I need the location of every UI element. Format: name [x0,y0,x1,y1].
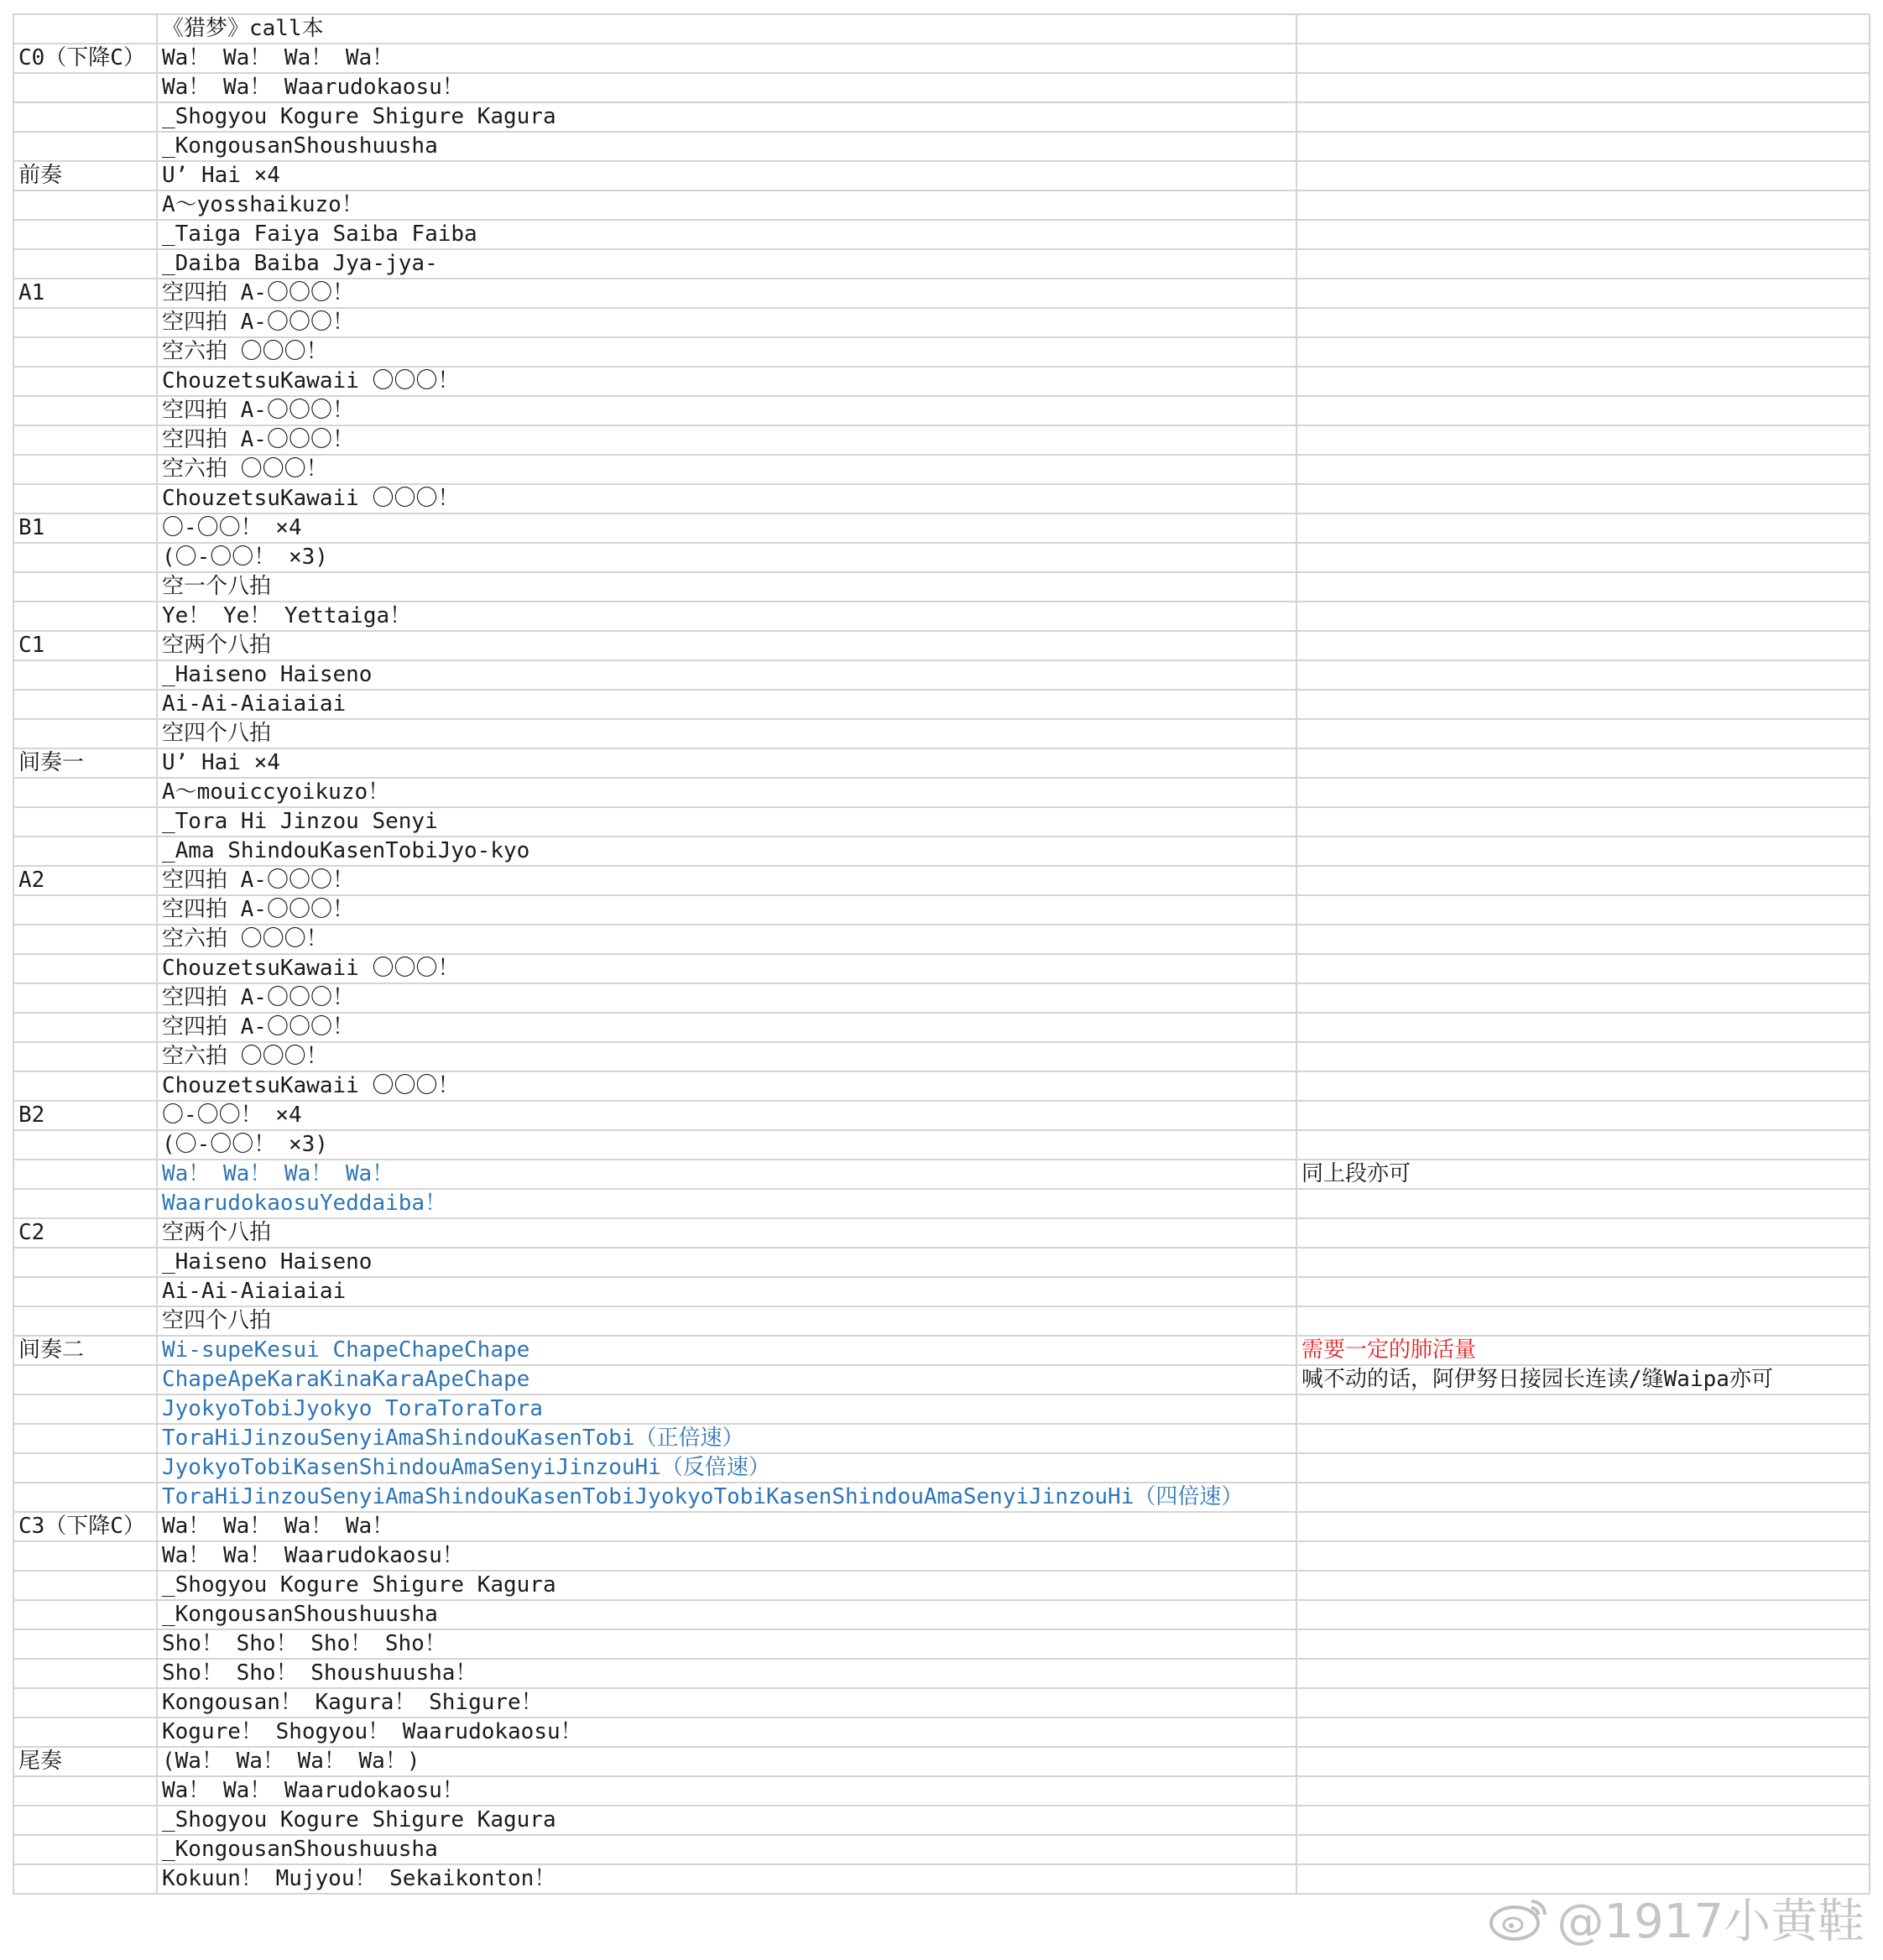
section-cell[interactable] [13,572,157,602]
note-cell[interactable] [1296,279,1870,308]
note-cell[interactable] [1296,1042,1870,1071]
note-cell[interactable] [1296,132,1870,161]
section-cell[interactable] [13,1189,157,1218]
call-cell[interactable]: 空四拍 A-〇〇〇！ [157,308,1296,337]
section-cell[interactable] [13,895,157,925]
call-cell[interactable]: 〇-〇〇！ ×4 [157,513,1296,543]
section-cell[interactable] [13,1306,157,1336]
call-cell[interactable]: Wa！ Wa！ Waarudokaosu！ [157,1776,1296,1806]
section-cell[interactable] [13,102,157,132]
note-cell[interactable] [1296,308,1870,337]
section-cell[interactable] [13,1277,157,1306]
section-cell[interactable] [13,1071,157,1101]
call-cell[interactable]: 空四个八拍 [157,1306,1296,1336]
section-cell[interactable]: B2 [13,1101,157,1130]
section-cell[interactable] [13,1659,157,1688]
section-cell[interactable] [13,337,157,367]
section-cell[interactable]: A2 [13,866,157,895]
table-row [13,895,1870,925]
table-row [13,983,1870,1013]
call-cell[interactable]: 空四拍 A-〇〇〇！ [157,279,1296,308]
call-table [13,13,1870,1895]
section-cell[interactable] [13,1629,157,1659]
section-cell[interactable] [13,1453,157,1483]
table-row [13,660,1870,690]
call-cell[interactable]: _Shogyou Kogure Shigure Kagura [157,1571,1296,1600]
table-row [13,1424,1870,1453]
call-cell[interactable]: 《猎梦》call本 [157,14,1296,44]
call-cell[interactable]: _KongousanShoushuusha [157,132,1296,161]
note-cell[interactable] [1296,1718,1870,1747]
section-cell[interactable] [13,837,157,866]
note-cell[interactable] [1296,367,1870,396]
note-cell[interactable] [1296,513,1870,543]
call-cell[interactable]: _Shogyou Kogure Shigure Kagura [157,102,1296,132]
section-cell[interactable] [13,1776,157,1806]
call-cell[interactable]: ChapeApeKaraKinaKaraApeChape [157,1365,1296,1394]
call-cell[interactable]: Sho！ Sho！ Sho！ Sho！ [157,1629,1296,1659]
table-row [13,308,1870,337]
call-cell[interactable]: 空六拍 〇〇〇！ [157,337,1296,367]
note-cell[interactable] [1296,954,1870,983]
table-row [13,1806,1870,1835]
table-row [13,1512,1870,1541]
note-cell[interactable] [1296,1013,1870,1042]
note-cell[interactable] [1296,631,1870,660]
table-row [13,367,1870,396]
call-cell[interactable]: Sho！ Sho！ Shoushuusha！ [157,1659,1296,1688]
call-cell[interactable]: _Haiseno Haiseno [157,1248,1296,1277]
note-cell[interactable] [1296,572,1870,602]
table-row [13,1248,1870,1277]
table-row [13,1659,1870,1688]
table-row [13,102,1870,132]
call-cell[interactable]: (Wa！ Wa！ Wa！ Wa！) [157,1747,1296,1776]
table-row [13,1688,1870,1718]
table-row [13,1101,1870,1130]
table-row [13,190,1870,220]
call-cell[interactable]: 空六拍 〇〇〇！ [157,925,1296,954]
call-cell[interactable]: 空一个八拍 [157,572,1296,602]
note-cell[interactable] [1296,44,1870,73]
table-row [13,1747,1870,1776]
spreadsheet [13,13,1870,1895]
table-row [13,954,1870,983]
section-cell[interactable] [13,1483,157,1512]
watermark-text: @1917小黄鞋 [1557,1895,1865,1949]
section-cell[interactable] [13,1718,157,1747]
call-cell[interactable]: 空四拍 A-〇〇〇！ [157,983,1296,1013]
call-cell[interactable]: JyokyoTobiKasenShindouAmaSenyiJinzouHi（反倍速） [157,1453,1296,1483]
section-cell[interactable] [13,1688,157,1718]
section-cell[interactable] [13,602,157,631]
call-cell[interactable]: ToraHiJinzouSenyiAmaShindouKasenTobiJyokyoTobiKasenShindouAmaSenyiJinzouHi（四倍速） [157,1483,1296,1512]
call-cell[interactable]: Kongousan！ Kagura！ Shigure！ [157,1688,1296,1718]
note-cell[interactable] [1296,660,1870,690]
note-cell[interactable] [1296,1688,1870,1718]
call-cell[interactable]: 空四拍 A-〇〇〇！ [157,396,1296,425]
table-row [13,1218,1870,1248]
call-cell[interactable]: Ye！ Ye！ Yettaiga！ [157,602,1296,631]
note-cell[interactable]: 喊不动的话，阿伊努日接园长连读/缝Waipa亦可 [1296,1365,1870,1394]
note-cell[interactable] [1296,102,1870,132]
call-cell[interactable]: Kokuun！ Mujyou！ Sekaikonton！ [157,1864,1296,1894]
table-row [13,572,1870,602]
note-cell[interactable] [1296,73,1870,102]
table-row [13,73,1870,102]
table-row [13,396,1870,425]
note-cell[interactable] [1296,778,1870,807]
section-cell[interactable] [13,660,157,690]
table-row [13,1453,1870,1483]
section-cell[interactable] [13,983,157,1013]
note-cell[interactable] [1296,1424,1870,1453]
section-cell[interactable] [13,1835,157,1864]
section-cell[interactable] [13,132,157,161]
section-cell[interactable]: 间奏一 [13,748,157,778]
note-cell[interactable] [1296,1571,1870,1600]
section-cell[interactable]: C3（下降C） [13,1512,157,1541]
call-cell[interactable]: _KongousanShoushuusha [157,1835,1296,1864]
note-cell[interactable] [1296,837,1870,866]
table-row [13,1042,1870,1071]
section-cell[interactable]: 尾奏 [13,1747,157,1776]
watermark [1488,1884,1865,1952]
note-cell[interactable] [1296,14,1870,44]
table-row [13,690,1870,719]
call-cell[interactable]: _Haiseno Haiseno [157,660,1296,690]
call-cell[interactable]: U’ Hai ×4 [157,748,1296,778]
note-cell[interactable] [1296,190,1870,220]
section-cell[interactable] [13,1160,157,1189]
table-row [13,161,1870,190]
call-cell[interactable]: ChouzetsuKawaii 〇〇〇！ [157,1071,1296,1101]
section-cell[interactable] [13,690,157,719]
call-cell[interactable]: Ai-Ai-Aiaiaiai [157,690,1296,719]
table-row [13,1071,1870,1101]
note-cell[interactable] [1296,1600,1870,1629]
note-cell[interactable] [1296,895,1870,925]
section-cell[interactable] [13,1042,157,1071]
table-row [13,631,1870,660]
section-cell[interactable] [13,308,157,337]
call-cell[interactable]: _KongousanShoushuusha [157,1600,1296,1629]
section-cell[interactable] [13,1394,157,1424]
table-row [13,425,1870,455]
table-row [13,1160,1870,1189]
call-cell[interactable]: WaarudokaosuYeddaiba！ [157,1189,1296,1218]
call-cell[interactable]: Wa！ Wa！ Wa！ Wa！ [157,1160,1296,1189]
table-row [13,484,1870,513]
table-row [13,1306,1870,1336]
call-cell[interactable]: A～yosshaikuzo！ [157,190,1296,220]
note-cell[interactable] [1296,719,1870,748]
section-cell[interactable]: C2 [13,1218,157,1248]
call-cell[interactable]: _Ama ShindouKasenTobiJyo-kyo [157,837,1296,866]
table-row [13,1835,1870,1864]
note-cell[interactable] [1296,1277,1870,1306]
note-cell[interactable] [1296,1806,1870,1835]
table-row [13,778,1870,807]
table-row [13,14,1870,44]
call-cell[interactable]: U’ Hai ×4 [157,161,1296,190]
section-cell[interactable] [13,367,157,396]
note-cell[interactable] [1296,484,1870,513]
note-cell[interactable] [1296,983,1870,1013]
note-cell[interactable] [1296,690,1870,719]
section-cell[interactable] [13,396,157,425]
call-cell[interactable]: Wa！ Wa！ Wa！ Wa！ [157,44,1296,73]
call-cell[interactable]: 空四拍 A-〇〇〇！ [157,866,1296,895]
table-row [13,748,1870,778]
table-row [13,1336,1870,1365]
note-cell[interactable] [1296,249,1870,279]
table-row [13,837,1870,866]
note-cell[interactable] [1296,602,1870,631]
table-row [13,1541,1870,1571]
table-row [13,220,1870,249]
section-cell[interactable] [13,14,157,44]
table-row [13,1394,1870,1424]
call-cell[interactable]: 空四拍 A-〇〇〇！ [157,425,1296,455]
call-cell[interactable]: 空六拍 〇〇〇！ [157,1042,1296,1071]
note-cell[interactable] [1296,1629,1870,1659]
call-cell[interactable]: Wa！ Wa！ Waarudokaosu！ [157,1541,1296,1571]
call-cell[interactable]: 空六拍 〇〇〇！ [157,455,1296,484]
note-cell[interactable]: 需要一定的肺活量 [1296,1336,1870,1365]
table-row [13,543,1870,572]
section-cell[interactable] [13,1864,157,1894]
table-row [13,1013,1870,1042]
table-row [13,866,1870,895]
note-cell[interactable] [1296,866,1870,895]
note-cell[interactable] [1296,1071,1870,1101]
call-cell[interactable]: ChouzetsuKawaii 〇〇〇！ [157,954,1296,983]
table-row [13,1571,1870,1600]
table-row [13,1718,1870,1747]
call-cell[interactable]: 空四拍 A-〇〇〇！ [157,895,1296,925]
note-cell[interactable] [1296,807,1870,837]
call-cell[interactable]: (〇-〇〇！ ×3) [157,543,1296,572]
table-row [13,1629,1870,1659]
note-cell[interactable] [1296,455,1870,484]
note-cell[interactable] [1296,161,1870,190]
section-cell[interactable] [13,1541,157,1571]
section-cell[interactable] [13,249,157,279]
table-row [13,925,1870,954]
section-cell[interactable] [13,1248,157,1277]
note-cell[interactable] [1296,1747,1870,1776]
weibo-icon [1488,1893,1552,1943]
note-cell[interactable] [1296,925,1870,954]
note-cell[interactable] [1296,1483,1870,1512]
section-cell[interactable] [13,778,157,807]
note-cell[interactable] [1296,543,1870,572]
note-cell[interactable] [1296,1659,1870,1688]
note-cell[interactable] [1296,1541,1870,1571]
call-cell[interactable]: ChouzetsuKawaii 〇〇〇！ [157,367,1296,396]
call-cell[interactable]: _Daiba Baiba Jya-jya- [157,249,1296,279]
table-row [13,1365,1870,1394]
section-cell[interactable] [13,220,157,249]
note-cell[interactable] [1296,1218,1870,1248]
section-cell[interactable] [13,543,157,572]
section-cell[interactable] [13,455,157,484]
section-cell[interactable] [13,73,157,102]
section-cell[interactable] [13,954,157,983]
call-cell[interactable]: Wa！ Wa！ Wa！ Wa！ [157,1512,1296,1541]
table-row [13,279,1870,308]
section-cell[interactable] [13,1600,157,1629]
section-cell[interactable] [13,719,157,748]
section-cell[interactable]: C1 [13,631,157,660]
call-cell[interactable]: 空两个八拍 [157,631,1296,660]
note-cell[interactable] [1296,1453,1870,1483]
call-cell[interactable]: Wa！ Wa！ Waarudokaosu！ [157,73,1296,102]
note-cell[interactable] [1296,1776,1870,1806]
call-cell[interactable]: Wi-supeKesui ChapeChapeChape [157,1336,1296,1365]
section-cell[interactable]: 间奏二 [13,1336,157,1365]
call-cell[interactable]: JyokyoTobiJyokyo ToraToraTora [157,1394,1296,1424]
table-row [13,44,1870,73]
note-cell[interactable] [1296,1306,1870,1336]
table-row [13,1189,1870,1218]
note-cell[interactable] [1296,425,1870,455]
note-cell[interactable] [1296,396,1870,425]
table-row [13,1483,1870,1512]
section-cell[interactable]: A1 [13,279,157,308]
call-cell[interactable]: 空四拍 A-〇〇〇！ [157,1013,1296,1042]
section-cell[interactable] [13,1130,157,1160]
table-row [13,602,1870,631]
table-row [13,807,1870,837]
section-cell[interactable] [13,190,157,220]
table-row [13,1130,1870,1160]
call-cell[interactable]: Ai-Ai-Aiaiaiai [157,1277,1296,1306]
note-cell[interactable]: 同上段亦可 [1296,1160,1870,1189]
table-row [13,1776,1870,1806]
section-cell[interactable]: 前奏 [13,161,157,190]
note-cell[interactable] [1296,337,1870,367]
table-row [13,337,1870,367]
table-row [13,513,1870,543]
section-cell[interactable] [13,1806,157,1835]
call-cell[interactable]: A～mouiccyoikuzo！ [157,778,1296,807]
note-cell[interactable] [1296,1394,1870,1424]
section-cell[interactable] [13,1013,157,1042]
table-row [13,455,1870,484]
call-cell[interactable]: 空四个八拍 [157,719,1296,748]
note-cell[interactable] [1296,1101,1870,1130]
table-row [13,249,1870,279]
note-cell[interactable] [1296,220,1870,249]
note-cell[interactable] [1296,1248,1870,1277]
note-cell[interactable] [1296,1835,1870,1864]
note-cell[interactable] [1296,748,1870,778]
section-cell[interactable] [13,484,157,513]
section-cell[interactable] [13,1571,157,1600]
call-cell[interactable]: _Tora Hi Jinzou Senyi [157,807,1296,837]
section-cell[interactable] [13,925,157,954]
table-row [13,1600,1870,1629]
section-cell[interactable]: B1 [13,513,157,543]
call-cell[interactable]: _Taiga Faiya Saiba Faiba [157,220,1296,249]
section-cell[interactable] [13,1424,157,1453]
call-cell[interactable]: 空两个八拍 [157,1218,1296,1248]
note-cell[interactable] [1296,1512,1870,1541]
note-cell[interactable] [1296,1130,1870,1160]
call-cell[interactable]: _Shogyou Kogure Shigure Kagura [157,1806,1296,1835]
table-row [13,719,1870,748]
section-cell[interactable] [13,807,157,837]
call-cell[interactable]: ToraHiJinzouSenyiAmaShindouKasenTobi（正倍速） [157,1424,1296,1453]
call-cell[interactable]: 〇-〇〇！ ×4 [157,1101,1296,1130]
call-cell[interactable]: (〇-〇〇！ ×3) [157,1130,1296,1160]
section-cell[interactable] [13,425,157,455]
section-cell[interactable]: C0（下降C） [13,44,157,73]
call-cell[interactable]: ChouzetsuKawaii 〇〇〇！ [157,484,1296,513]
table-row [13,1277,1870,1306]
table-row [13,132,1870,161]
section-cell[interactable] [13,1365,157,1394]
table-body [13,14,1870,1894]
note-cell[interactable] [1296,1189,1870,1218]
call-cell[interactable]: Kogure！ Shogyou！ Waarudokaosu！ [157,1718,1296,1747]
